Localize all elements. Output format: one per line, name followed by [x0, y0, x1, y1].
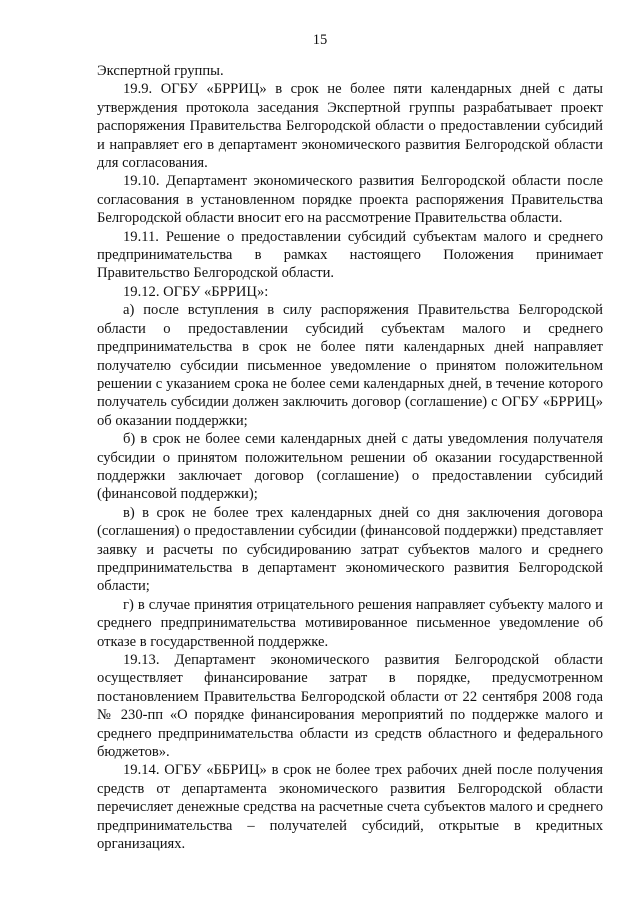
paragraph-19-9: 19.9. ОГБУ «БРРИЦ» в срок не более пяти календарных дней с даты утверждения протокола заседания Экспертной группы разрабатывает проект распоряжения Правительства Белгородской области о предоставлении субсидий и направляет его в департамент экономического развития Белгородской области для согласования.	[97, 81, 603, 172]
paragraph-19-12-v: в) в срок не более трех календарных дней со дня заключения договора (соглашения) о предоставлении субсидии (финансовой поддержки) представляет заявку и расчеты по субсидированию затрат субъектов малого и среднего предпринимательства в департамент экономического развития Белгородской области;	[97, 504, 603, 595]
paragraph-19-14: 19.14. ОГБУ «ББРИЦ» в срок не более трех рабочих дней после получения средств от департамента экономического развития Белгородской области перечисляет денежные средства на расчетные счета субъектов малого и среднего предпринимательства – получателей субсидий, открытые в кредитных организациях.	[97, 762, 603, 853]
paragraph-19-12: 19.12. ОГБУ «БРРИЦ»:	[123, 283, 269, 300]
page-number: 15	[312, 32, 328, 48]
paragraph-19-11: 19.11. Решение о предоставлении субсидий субъектам малого и среднего предпринимательства в рамках настоящего Положения принимает Правительство Белгородской области.	[97, 228, 603, 282]
paragraph-19-12-a: а) после вступления в силу распоряжения Правительства Белгородской области о предоставлении субсидий субъектам малого и среднего предпринимательства в срок не более пяти календарных дней направляет получателю субсидии письменное уведомление о принятом положительном решении с указанием срока не более семи календарных дней, в течение которого получатель субсидии должен заключить договор (соглашение) с ОГБУ «БРРИЦ» об оказании поддержки;	[97, 302, 603, 429]
document-body	[97, 62, 603, 853]
paragraph-19-12-b: б) в срок не более семи календарных дней с даты уведомления получателя субсидии о принятом положительном решении об оказании государственной поддержки заключает договор (соглашение) о предоставлении субсидий (финансовой поддержки);	[97, 431, 603, 503]
paragraph-19-10: 19.10. Департамент экономического развития Белгородской области после согласования в установленном порядке проекта распоряжения Правительства Белгородской области вносит его на рассмотрение Правительства области.	[97, 173, 603, 227]
paragraph-19-13: 19.13. Департамент экономического развития Белгородской области осуществляет финансирование затрат в порядке, предусмотренном постановлением Правительства Белгородской области от 22 сентября 2008 года № 230-пп «О порядке финансирования мероприятий по поддержке малого и среднего предпринимательства области из средств областного и федерального бюджетов».	[97, 652, 603, 761]
paragraph-19-12-g: г) в случае принятия отрицательного решения направляет субъекту малого и среднего предпринимательства мотивированное письменное уведомление об отказе в государственной поддержке.	[97, 596, 603, 650]
paragraph-continuation: Экспертной группы.	[97, 63, 224, 79]
